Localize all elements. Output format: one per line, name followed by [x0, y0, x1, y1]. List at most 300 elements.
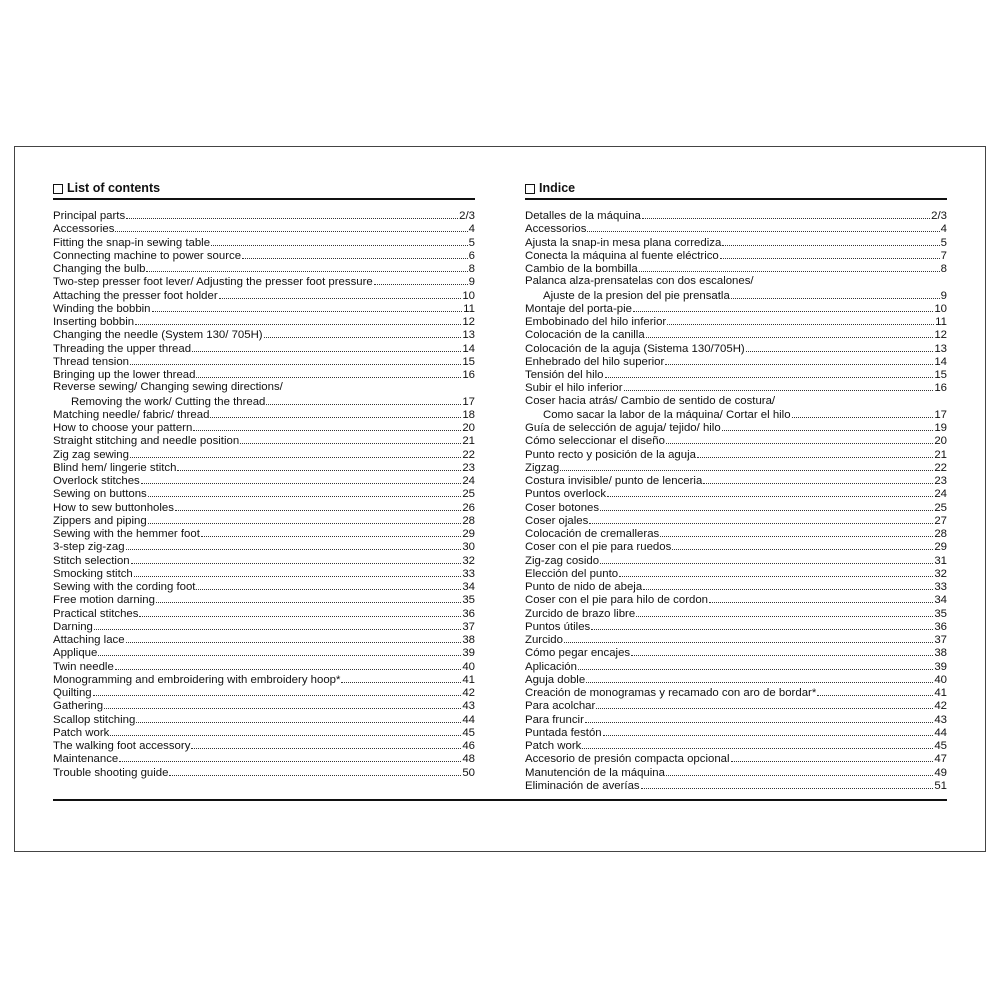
toc-entry-label: Applique — [53, 647, 98, 660]
toc-entry-page: 6 — [468, 249, 475, 262]
toc-entry — [53, 633, 475, 646]
dot-leader — [196, 580, 461, 590]
toc-entry-page: 2/3 — [931, 210, 947, 222]
toc-entry — [525, 514, 947, 527]
dot-leader — [660, 527, 933, 537]
toc-entry-label: Ajusta la snap-in mesa plana corrediza — [525, 236, 722, 249]
toc-entry — [525, 633, 947, 646]
toc-entry — [53, 487, 475, 500]
toc-entry — [53, 236, 475, 249]
toc-entry-label: How to sew buttonholes — [53, 501, 174, 514]
toc-entry-label: Removing the work/ Cutting the thread — [71, 395, 266, 408]
toc-entry-page: 34 — [934, 594, 947, 607]
toc-entry-label: Trouble shooting guide — [53, 766, 169, 779]
toc-entry-label: Patch work — [53, 726, 110, 739]
toc-entry-page: 42 — [462, 687, 475, 699]
toc-entry-page: 4 — [468, 223, 475, 236]
dot-leader — [264, 328, 462, 338]
toc-entry — [525, 501, 947, 514]
toc-entry-label: The walking foot accessory — [53, 740, 191, 752]
toc-entry-label: How to choose your pattern — [53, 422, 193, 434]
contents-column-english — [53, 180, 475, 779]
toc-entry-page: 43 — [934, 713, 947, 726]
toc-entry — [53, 421, 475, 434]
dot-leader — [175, 501, 461, 511]
dot-leader — [219, 289, 462, 299]
toc-entry-page: 33 — [462, 567, 475, 580]
dot-leader — [603, 726, 934, 736]
dot-leader — [126, 209, 458, 219]
toc-entry-label: Cómo pegar encajes — [525, 647, 631, 660]
toc-entry — [53, 686, 475, 699]
toc-entry-page: 17 — [934, 408, 947, 421]
toc-entry-page: 40 — [462, 660, 475, 673]
toc-entry-page: 39 — [462, 647, 475, 660]
toc-entry — [53, 328, 475, 341]
toc-entry-page: 7 — [940, 249, 947, 262]
dot-leader — [115, 660, 462, 670]
toc-entry-page: 15 — [462, 355, 475, 368]
indice-heading — [525, 180, 947, 197]
toc-entry — [53, 249, 475, 262]
dot-leader — [131, 554, 462, 564]
toc-entry-label: Coser hacia atrás/ Cambio de sentido de costura/ — [525, 394, 776, 407]
dot-leader — [152, 302, 463, 312]
toc-entry-label: Montaje del porta-pie — [525, 302, 633, 315]
toc-entry — [525, 342, 947, 355]
toc-entry — [53, 408, 475, 421]
toc-entry-page: 45 — [462, 726, 475, 739]
toc-entry-label: Coser con el pie para ruedos — [525, 541, 672, 554]
toc-entry-page: 25 — [462, 488, 475, 501]
toc-entry — [525, 766, 947, 779]
toc-entry-page: 41 — [934, 687, 947, 699]
dot-leader — [211, 236, 468, 246]
dot-leader — [135, 315, 461, 325]
toc-entry-page: 19 — [934, 422, 947, 434]
toc-entry-label: Blind hem/ lingerie stitch — [53, 461, 177, 474]
toc-entry — [525, 434, 947, 447]
dot-leader — [720, 249, 940, 259]
toc-entry-label: Manutención de la máquina — [525, 766, 665, 779]
dot-leader — [633, 302, 933, 312]
toc-entry — [525, 368, 947, 381]
indice-list — [525, 209, 947, 792]
toc-entry — [525, 739, 947, 752]
dot-leader — [141, 474, 462, 484]
dot-leader — [589, 514, 933, 524]
dot-leader — [374, 275, 468, 285]
toc-entry — [53, 554, 475, 567]
dot-leader — [746, 342, 934, 352]
toc-entry-label: Tensión del hilo — [525, 369, 604, 381]
dot-leader — [148, 514, 462, 524]
toc-entry-label: Bringing up the lower thread — [53, 369, 196, 381]
toc-entry-label: Sewing with the cording foot — [53, 581, 196, 593]
toc-entry — [53, 540, 475, 553]
dot-leader — [148, 487, 462, 497]
toc-entry-page: 4 — [940, 223, 947, 236]
toc-entry — [53, 607, 475, 620]
toc-entry-page: 14 — [934, 355, 947, 368]
dot-leader — [94, 620, 461, 630]
dot-leader — [210, 408, 461, 418]
toc-entry-label: Sewing with the hemmer foot — [53, 528, 200, 540]
toc-entry — [53, 289, 475, 302]
toc-entry — [53, 209, 475, 222]
toc-entry-label: Two-step presser foot lever/ Adjusting the presser foot pressure — [53, 276, 373, 289]
toc-entry-page: 11 — [463, 302, 475, 315]
toc-entry-label: Enhebrado del hilo superior — [525, 355, 665, 368]
toc-entry-page: 35 — [462, 594, 475, 607]
toc-entry-label: Para fruncir — [525, 713, 584, 726]
toc-entry-page: 23 — [934, 475, 947, 487]
toc-entry-label: Sewing on buttons — [53, 488, 147, 501]
toc-entry-label: Overlock stitches — [53, 475, 140, 487]
dot-leader — [169, 766, 461, 776]
toc-entry-page: 50 — [462, 766, 475, 779]
toc-entry — [525, 302, 947, 315]
dot-leader — [672, 540, 933, 550]
toc-entry-page: 31 — [934, 554, 947, 567]
toc-entry — [53, 262, 475, 275]
toc-entry-page: 10 — [934, 302, 947, 315]
toc-entry-label: Coser ojales — [525, 514, 589, 527]
toc-entry — [525, 660, 947, 673]
toc-entry — [53, 474, 475, 487]
toc-entry-label: Zippers and piping — [53, 514, 147, 527]
dot-leader — [631, 646, 933, 656]
dot-leader — [596, 699, 933, 709]
toc-entry-page: 28 — [462, 514, 475, 527]
dot-leader — [624, 381, 934, 391]
toc-entry — [525, 620, 947, 633]
toc-entry-label: Reverse sewing/ Changing sewing directions/ — [53, 381, 283, 394]
toc-entry-page: 36 — [462, 607, 475, 620]
dot-leader — [667, 315, 934, 325]
toc-entry — [53, 620, 475, 633]
dot-leader — [126, 633, 462, 643]
toc-entry-label: Colocación de la aguja (Sistema 130/705H) — [525, 342, 745, 355]
toc-entry-page: 20 — [462, 422, 475, 434]
dot-leader — [703, 474, 933, 484]
dot-leader — [242, 249, 468, 259]
toc-entry-page: 44 — [934, 726, 947, 739]
toc-entry — [525, 421, 947, 434]
toc-entry — [53, 527, 475, 540]
toc-entry — [53, 752, 475, 765]
toc-entry-page: 44 — [462, 713, 475, 726]
toc-entry-label: Accessorios — [525, 223, 587, 236]
dot-leader — [605, 368, 934, 378]
dot-leader — [119, 752, 461, 762]
toc-entry — [525, 222, 947, 235]
toc-entry-page: 22 — [462, 448, 475, 461]
toc-entry-label: Colocación de cremalleras — [525, 528, 660, 540]
dot-leader — [560, 461, 933, 471]
checkbox-square-icon — [53, 184, 63, 194]
toc-entry — [53, 501, 475, 514]
dot-leader — [619, 567, 933, 577]
dot-leader — [266, 395, 461, 405]
toc-entry-label: Zurcido — [525, 634, 563, 646]
toc-entry-page: 42 — [934, 700, 947, 713]
toc-entry — [53, 368, 475, 381]
toc-entry — [53, 461, 475, 474]
dot-leader — [591, 620, 933, 630]
toc-entry-page: 34 — [462, 581, 475, 593]
dot-leader — [341, 673, 461, 683]
dot-leader — [177, 461, 461, 471]
toc-entry-page: 51 — [934, 779, 947, 792]
toc-entry — [525, 699, 947, 712]
toc-entry — [525, 580, 947, 593]
toc-entry-label: Detalles de la máquina — [525, 210, 641, 222]
toc-entry-label: Scallop stitching — [53, 713, 136, 726]
toc-entry-page: 38 — [934, 647, 947, 660]
toc-entry — [525, 554, 947, 567]
toc-entry-page: 22 — [934, 461, 947, 474]
toc-entry-label: Maintenance — [53, 753, 119, 766]
toc-entry-label: Coser con el pie para hilo de cordon — [525, 594, 708, 607]
dot-leader — [639, 262, 940, 272]
toc-entry-page: 27 — [934, 514, 947, 527]
toc-entry-label: Changing the bulb — [53, 263, 146, 275]
toc-entry — [53, 302, 475, 315]
toc-entry — [525, 355, 947, 368]
dot-leader — [104, 699, 461, 709]
dot-leader — [731, 289, 940, 299]
checkbox-square-icon — [525, 184, 535, 194]
toc-entry — [525, 262, 947, 275]
toc-entry-label: Aplicación — [525, 660, 577, 673]
toc-entry — [53, 222, 475, 235]
dot-leader — [607, 487, 933, 497]
toc-entry-label: Elección del punto — [525, 567, 619, 580]
toc-entry-page: 18 — [462, 408, 475, 421]
toc-entry-page: 24 — [462, 475, 475, 487]
toc-entry-label: Como sacar la labor de la máquina/ Cortar el hilo — [543, 408, 791, 421]
toc-entry-page: 26 — [462, 501, 475, 514]
toc-entry — [525, 487, 947, 500]
toc-entry-page: 48 — [462, 753, 475, 766]
toc-entry — [53, 395, 475, 408]
toc-entry — [525, 275, 947, 288]
toc-entry-page: 49 — [934, 766, 947, 779]
toc-entry-page: 33 — [934, 581, 947, 593]
dot-leader — [134, 567, 462, 577]
toc-entry — [525, 395, 947, 408]
heading-rule — [525, 198, 947, 200]
toc-entry-page: 21 — [462, 435, 475, 448]
toc-entry — [525, 646, 947, 659]
toc-entry-page: 36 — [934, 620, 947, 633]
bottom-rule — [53, 799, 947, 801]
dot-leader — [600, 554, 933, 564]
toc-entry-label: Connecting machine to power source — [53, 249, 242, 262]
toc-entry — [53, 434, 475, 447]
toc-entry — [525, 607, 947, 620]
toc-entry-label: Accesorio de presión compacta opcional — [525, 753, 730, 766]
toc-entry — [525, 673, 947, 686]
toc-entry-label: Changing the needle (System 130/ 705H) — [53, 329, 263, 342]
toc-entry-label: Twin needle — [53, 660, 114, 673]
toc-entry-page: 37 — [462, 620, 475, 633]
toc-entry-page: 20 — [934, 435, 947, 448]
toc-entry — [525, 540, 947, 553]
toc-entry-label: Embobinado del hilo inferior — [525, 316, 667, 328]
toc-entry-label: Stitch selection — [53, 554, 130, 567]
toc-entry-page: 12 — [462, 316, 475, 328]
toc-entry — [53, 275, 475, 288]
heading-rule — [53, 198, 475, 200]
toc-entry-label: Fitting the snap-in sewing table — [53, 236, 211, 249]
toc-entry-page: 10 — [462, 289, 475, 302]
toc-entry-page: 25 — [934, 501, 947, 514]
toc-entry-label: Accessories — [53, 223, 115, 236]
toc-entry — [525, 461, 947, 474]
toc-entry-label: Darning — [53, 620, 93, 633]
toc-entry-page: 5 — [468, 236, 475, 249]
toc-entry-page: 13 — [934, 342, 947, 355]
toc-entry — [53, 739, 475, 752]
toc-entry — [525, 328, 947, 341]
toc-entry-page: 45 — [934, 740, 947, 752]
toc-entry — [525, 315, 947, 328]
toc-entry-label: Matching needle/ fabric/ thread — [53, 408, 210, 421]
toc-entry-page: 47 — [934, 753, 947, 766]
toc-entry-page: 2/3 — [459, 210, 475, 222]
contents-heading-label: List of contents — [67, 181, 161, 195]
toc-entry-page: 40 — [934, 673, 947, 686]
toc-entry-label: Zigzag — [525, 461, 560, 474]
toc-entry — [53, 766, 475, 779]
toc-entry-page: 9 — [468, 276, 475, 289]
dot-leader — [792, 408, 934, 418]
toc-entry-label: 3-step zig-zag — [53, 541, 125, 554]
toc-entry-label: Coser botones — [525, 501, 600, 514]
toc-entry-page: 30 — [462, 541, 475, 554]
dot-leader — [586, 673, 933, 683]
toc-entry-label: Monogramming and embroidering with embroidery hoop* — [53, 673, 341, 686]
toc-entry-label: Ajuste de la presion del pie prensatla — [543, 289, 730, 302]
toc-entry-page: 12 — [934, 329, 947, 342]
toc-entry-page: 32 — [462, 554, 475, 567]
toc-entry-label: Threading the upper thread — [53, 342, 192, 355]
toc-entry-label: Eliminación de averías — [525, 779, 640, 792]
toc-entry-page: 39 — [934, 660, 947, 673]
contents-heading — [53, 180, 475, 197]
toc-entry-label: Punto de nido de abeja — [525, 581, 643, 593]
toc-entry — [525, 209, 947, 222]
contents-list — [53, 209, 475, 779]
toc-entry — [525, 593, 947, 606]
toc-entry-label: Puntos útiles — [525, 620, 591, 633]
toc-entry-page: 35 — [934, 607, 947, 620]
toc-entry-label: Zig zag sewing — [53, 448, 129, 461]
toc-entry-label: Cómo seleccionar el diseño — [525, 435, 665, 448]
toc-entry-label: Creación de monogramas y recamado con aro de bordar* — [525, 687, 817, 699]
toc-entry-page: 46 — [462, 740, 475, 752]
toc-entry-label: Zurcido de brazo libre — [525, 607, 636, 620]
dot-leader — [722, 236, 939, 246]
toc-entry — [53, 355, 475, 368]
toc-entry-page: 16 — [462, 369, 475, 381]
toc-entry-label: Principal parts — [53, 210, 126, 222]
toc-entry-label: Cambio de la bombilla — [525, 263, 638, 275]
toc-entry — [525, 289, 947, 302]
toc-entry-page: 32 — [934, 567, 947, 580]
dot-leader — [709, 593, 933, 603]
toc-entry — [525, 527, 947, 540]
dot-leader — [139, 607, 461, 617]
dot-leader — [646, 328, 934, 338]
dot-leader — [587, 222, 939, 232]
toc-entry — [53, 514, 475, 527]
toc-entry — [53, 726, 475, 739]
toc-entry — [53, 580, 475, 593]
toc-entry-label: Practical stitches — [53, 607, 139, 620]
toc-entry-label: Attaching the presser foot holder — [53, 289, 218, 302]
toc-entry — [525, 686, 947, 699]
toc-entry-label: Colocación de la canilla — [525, 329, 645, 342]
toc-entry — [53, 646, 475, 659]
toc-entry-page: 15 — [934, 369, 947, 381]
toc-entry-label: Smocking stitch — [53, 567, 133, 580]
toc-entry-page: 11 — [935, 316, 947, 328]
toc-entry — [53, 381, 475, 394]
toc-entry-label: Guía de selección de aguja/ tejido/ hilo — [525, 422, 721, 434]
toc-entry-label: Inserting bobbin — [53, 316, 135, 328]
toc-entry-label: Free motion darning — [53, 594, 155, 607]
toc-entry-label: Patch work — [525, 740, 582, 752]
toc-entry-label: Aguja doble — [525, 673, 586, 686]
dot-leader — [643, 580, 933, 590]
toc-entry-page: 8 — [468, 263, 475, 275]
dot-leader — [642, 209, 930, 219]
toc-entry-page: 14 — [462, 342, 475, 355]
dot-leader — [115, 222, 467, 232]
toc-entry-label: Winding the bobbin — [53, 302, 151, 315]
dot-leader — [98, 646, 461, 656]
toc-entry — [53, 660, 475, 673]
toc-entry — [53, 315, 475, 328]
dot-leader — [130, 448, 461, 458]
toc-entry-page: 16 — [934, 382, 947, 395]
toc-entry — [525, 567, 947, 580]
dot-leader — [665, 355, 933, 365]
toc-entry-label: Costura invisible/ punto de lenceria — [525, 475, 703, 487]
dot-leader — [93, 686, 462, 696]
toc-entry — [525, 408, 947, 421]
dot-leader — [193, 421, 461, 431]
dot-leader — [666, 766, 933, 776]
dot-leader — [240, 434, 461, 444]
toc-entry-label: Straight stitching and needle position — [53, 435, 240, 448]
dot-leader — [126, 540, 462, 550]
toc-entry-label: Palanca alza-prensatelas con dos escalones/ — [525, 275, 754, 288]
toc-entry-page: 5 — [940, 236, 947, 249]
toc-entry — [53, 699, 475, 712]
dot-leader — [201, 527, 461, 537]
toc-entry-page: 28 — [934, 528, 947, 540]
dot-leader — [578, 660, 933, 670]
toc-entry-page: 24 — [934, 488, 947, 501]
toc-entry-label: Zig-zag cosido — [525, 554, 600, 567]
toc-entry-label: Thread tension — [53, 355, 129, 368]
toc-entry-page: 38 — [462, 634, 475, 646]
toc-entry-label: Subir el hilo inferior — [525, 382, 623, 395]
